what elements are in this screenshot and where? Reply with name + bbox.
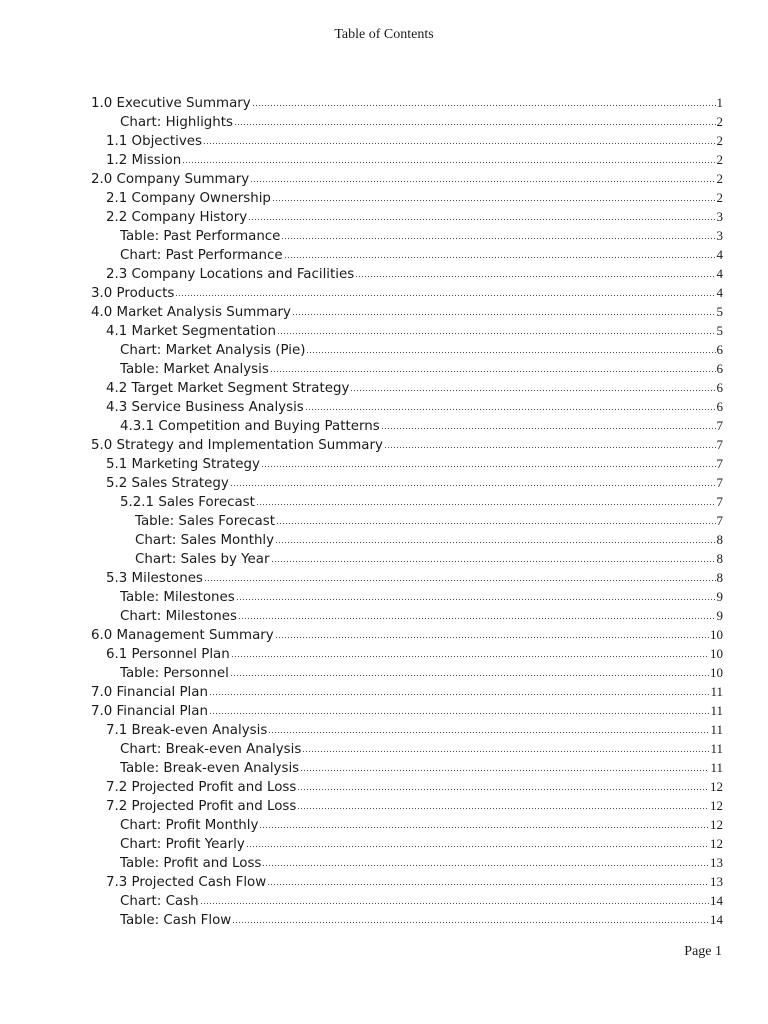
dot-leader xyxy=(261,466,716,467)
toc-entry-title: Chart: Break-even Analysis xyxy=(120,742,302,757)
toc-entry[interactable] xyxy=(0,568,768,587)
dot-leader xyxy=(268,732,709,733)
toc-entry[interactable] xyxy=(0,131,768,150)
toc-entry[interactable] xyxy=(0,416,768,435)
toc-entry[interactable] xyxy=(0,359,768,378)
toc-entry-title: 5.1 Marketing Strategy xyxy=(106,457,260,472)
toc-entry[interactable] xyxy=(0,435,768,454)
toc-entry[interactable] xyxy=(0,511,768,530)
dot-leader xyxy=(256,504,716,505)
toc-entry-title: 7.0 Financial Plan xyxy=(91,685,208,700)
toc-entry[interactable] xyxy=(0,226,768,245)
toc-entry-title: Table: Past Performance xyxy=(120,229,281,244)
toc-entry-page-number: 4 xyxy=(716,247,723,262)
toc-entry[interactable] xyxy=(0,758,768,777)
toc-entry-title: Chart: Sales Monthly xyxy=(135,533,275,548)
toc-entry-title: 1.1 Objectives xyxy=(106,134,203,149)
toc-entry[interactable] xyxy=(0,891,768,910)
toc-entry-title: 4.1 Market Segmentation xyxy=(106,324,276,339)
toc-entry[interactable] xyxy=(0,853,768,872)
toc-entry-page-number: 14 xyxy=(710,912,723,927)
toc-entry-title: Table: Market Analysis xyxy=(120,362,269,377)
toc-entry-title: Table: Milestones xyxy=(120,590,235,605)
toc-entry-title: 6.0 Management Summary xyxy=(91,628,274,643)
toc-entry-page-number: 7 xyxy=(716,475,723,490)
toc-entry-title: Table: Sales Forecast xyxy=(135,514,275,529)
toc-entry-page-number: 4 xyxy=(716,266,723,281)
dot-leader xyxy=(203,143,715,144)
dot-leader xyxy=(209,694,710,695)
toc-entry[interactable] xyxy=(0,587,768,606)
dot-leader xyxy=(182,162,715,163)
dot-leader xyxy=(384,447,716,448)
toc-entry-page-number: 2 xyxy=(716,171,723,186)
dot-leader xyxy=(252,105,716,106)
dot-leader xyxy=(302,751,709,752)
toc-entry[interactable] xyxy=(0,834,768,853)
dot-leader xyxy=(232,922,709,923)
toc-entry-title: Chart: Sales by Year xyxy=(135,552,270,567)
dot-leader xyxy=(230,485,716,486)
toc-entry[interactable] xyxy=(0,302,768,321)
toc-entry-title: 5.2.1 Sales Forecast xyxy=(120,495,255,510)
dot-leader xyxy=(275,542,715,543)
toc-entry[interactable] xyxy=(0,112,768,131)
toc-entry-title: 5.2 Sales Strategy xyxy=(106,476,229,491)
dot-leader xyxy=(306,352,715,353)
toc-entry[interactable] xyxy=(0,264,768,283)
toc-entry-title: 7.2 Projected Profit and Loss xyxy=(106,799,297,814)
toc-entry-page-number: 3 xyxy=(716,209,723,224)
dot-leader xyxy=(277,333,716,334)
toc-entry[interactable] xyxy=(0,796,768,815)
toc-entry-page-number: 13 xyxy=(710,855,723,870)
toc-entry-page-number: 12 xyxy=(710,817,723,832)
toc-entry-title: 2.0 Company Summary xyxy=(91,172,250,187)
toc-entry[interactable] xyxy=(0,340,768,359)
toc-entry-page-number: 12 xyxy=(710,779,723,794)
toc-entry[interactable] xyxy=(0,283,768,302)
toc-entry-title: 6.1 Personnel Plan xyxy=(106,647,230,662)
toc-entry-page-number: 8 xyxy=(716,532,723,547)
toc-entry-title: 4.3.1 Competition and Buying Patterns xyxy=(120,419,380,434)
toc-entry-page-number: 7 xyxy=(716,513,723,528)
dot-leader xyxy=(236,599,716,600)
page-footer: Page 1 xyxy=(684,944,722,959)
toc-entry-title: 1.2 Mission xyxy=(106,153,182,168)
dot-leader xyxy=(350,390,715,391)
toc-entry-page-number: 7 xyxy=(716,494,723,509)
toc-entry-title: Chart: Cash xyxy=(120,894,199,909)
toc-entry-page-number: 9 xyxy=(716,589,723,604)
toc-entry-title: 7.1 Break-even Analysis xyxy=(106,723,268,738)
dot-leader xyxy=(271,561,716,562)
dot-leader xyxy=(297,789,709,790)
toc-entry-page-number: 9 xyxy=(716,608,723,623)
toc-entry-title: 5.3 Milestones xyxy=(106,571,203,586)
toc-entry-page-number: 6 xyxy=(716,342,723,357)
toc-entry-page-number: 6 xyxy=(716,380,723,395)
dot-leader xyxy=(272,200,716,201)
toc-entry[interactable] xyxy=(0,815,768,834)
dot-leader xyxy=(300,770,709,771)
toc-entry-title: 2.3 Company Locations and Facilities xyxy=(106,267,355,282)
toc-entry-page-number: 2 xyxy=(716,190,723,205)
dot-leader xyxy=(231,656,709,657)
toc-entry-page-number: 12 xyxy=(710,836,723,851)
toc-entry-page-number: 7 xyxy=(716,437,723,452)
toc-entry[interactable] xyxy=(0,549,768,568)
toc-entry-page-number: 14 xyxy=(710,893,723,908)
toc-entry-title: Chart: Past Performance xyxy=(120,248,283,263)
toc-entry-page-number: 1 xyxy=(716,95,723,110)
toc-entry-title: 4.0 Market Analysis Summary xyxy=(91,305,291,320)
toc-entry-title: Chart: Milestones xyxy=(120,609,237,624)
toc-entry-page-number: 6 xyxy=(716,361,723,376)
toc-entry-title: Table: Personnel xyxy=(120,666,229,681)
toc-entry-page-number: 12 xyxy=(710,798,723,813)
toc-entry-title: 7.3 Projected Cash Flow xyxy=(106,875,267,890)
dot-leader xyxy=(270,371,716,372)
toc-entry-title: Chart: Market Analysis (Pie) xyxy=(120,343,306,358)
dot-leader xyxy=(292,314,716,315)
toc-entry[interactable] xyxy=(0,473,768,492)
toc-entry-title: Table: Cash Flow xyxy=(120,913,232,928)
toc-entry-page-number: 11 xyxy=(710,741,723,756)
dot-leader xyxy=(246,846,709,847)
dot-leader xyxy=(355,276,715,277)
toc-entry[interactable] xyxy=(0,454,768,473)
dot-leader xyxy=(281,238,715,239)
toc-entry-page-number: 6 xyxy=(716,399,723,414)
toc-entry[interactable] xyxy=(0,739,768,758)
dot-leader xyxy=(305,409,716,410)
toc-entry-title: 7.0 Financial Plan xyxy=(91,704,208,719)
toc-entry[interactable] xyxy=(0,321,768,340)
table-of-contents xyxy=(0,93,768,929)
toc-entry-page-number: 2 xyxy=(716,152,723,167)
toc-entry[interactable] xyxy=(0,701,768,720)
dot-leader xyxy=(275,637,709,638)
dot-leader xyxy=(200,903,709,904)
toc-entry[interactable] xyxy=(0,245,768,264)
toc-entry-page-number: 11 xyxy=(710,703,723,718)
toc-entry-title: 7.2 Projected Profit and Loss xyxy=(106,780,297,795)
toc-entry-page-number: 2 xyxy=(716,133,723,148)
toc-entry-page-number: 5 xyxy=(716,323,723,338)
toc-entry-title: 1.0 Executive Summary xyxy=(91,96,251,111)
dot-leader xyxy=(248,219,715,220)
toc-entry-title: 4.2 Target Market Segment Strategy xyxy=(106,381,350,396)
toc-entry-title: 5.0 Strategy and Implementation Summary xyxy=(91,438,383,453)
toc-entry[interactable] xyxy=(0,644,768,663)
toc-entry-page-number: 7 xyxy=(716,456,723,471)
toc-entry-page-number: 3 xyxy=(716,228,723,243)
dot-leader xyxy=(297,808,709,809)
dot-leader xyxy=(276,523,716,524)
toc-entry[interactable] xyxy=(0,169,768,188)
toc-entry-page-number: 11 xyxy=(710,722,723,737)
dot-leader xyxy=(267,884,709,885)
toc-entry-title: 2.2 Company History xyxy=(106,210,248,225)
toc-entry[interactable] xyxy=(0,188,768,207)
toc-entry[interactable] xyxy=(0,777,768,796)
toc-entry[interactable] xyxy=(0,625,768,644)
toc-entry-title: Table: Break-even Analysis xyxy=(120,761,300,776)
toc-entry-page-number: 11 xyxy=(710,760,723,775)
dot-leader xyxy=(250,181,715,182)
toc-entry-page-number: 7 xyxy=(716,418,723,433)
toc-entry-title: 3.0 Products xyxy=(91,286,175,301)
toc-entry[interactable] xyxy=(0,682,768,701)
toc-entry[interactable] xyxy=(0,378,768,397)
toc-entry-title: Chart: Profit Monthly xyxy=(120,818,259,833)
toc-entry[interactable] xyxy=(0,530,768,549)
toc-entry-page-number: 10 xyxy=(710,627,723,642)
page-title: Table of Contents xyxy=(334,27,434,42)
toc-entry-title: Table: Profit and Loss xyxy=(120,856,262,871)
dot-leader xyxy=(204,580,716,581)
dot-leader xyxy=(209,713,710,714)
toc-entry-page-number: 4 xyxy=(716,285,723,300)
toc-entry[interactable] xyxy=(0,93,768,112)
toc-entry-title: Chart: Profit Yearly xyxy=(120,837,245,852)
toc-entry[interactable] xyxy=(0,150,768,169)
toc-entry[interactable] xyxy=(0,872,768,891)
dot-leader xyxy=(381,428,716,429)
toc-entry[interactable] xyxy=(0,492,768,511)
toc-entry-title: 4.3 Service Business Analysis xyxy=(106,400,304,415)
toc-entry-page-number: 10 xyxy=(710,646,723,661)
dot-leader xyxy=(230,675,709,676)
toc-entry-page-number: 5 xyxy=(716,304,723,319)
toc-entry[interactable] xyxy=(0,397,768,416)
dot-leader xyxy=(175,295,715,296)
toc-entry-page-number: 8 xyxy=(716,551,723,566)
toc-entry[interactable] xyxy=(0,606,768,625)
dot-leader xyxy=(238,618,716,619)
toc-entry-page-number: 13 xyxy=(710,874,723,889)
toc-entry-page-number: 11 xyxy=(710,684,723,699)
toc-entry[interactable] xyxy=(0,720,768,739)
dot-leader xyxy=(259,827,709,828)
dot-leader xyxy=(234,124,716,125)
toc-entry-page-number: 10 xyxy=(710,665,723,680)
dot-leader xyxy=(284,257,716,258)
toc-entry-page-number: 2 xyxy=(716,114,723,129)
toc-entry[interactable] xyxy=(0,663,768,682)
dot-leader xyxy=(262,865,709,866)
toc-entry-page-number: 8 xyxy=(716,570,723,585)
toc-entry-title: Chart: Highlights xyxy=(120,115,233,130)
toc-entry[interactable] xyxy=(0,207,768,226)
toc-entry-title: 2.1 Company Ownership xyxy=(106,191,271,206)
toc-entry[interactable] xyxy=(0,910,768,929)
